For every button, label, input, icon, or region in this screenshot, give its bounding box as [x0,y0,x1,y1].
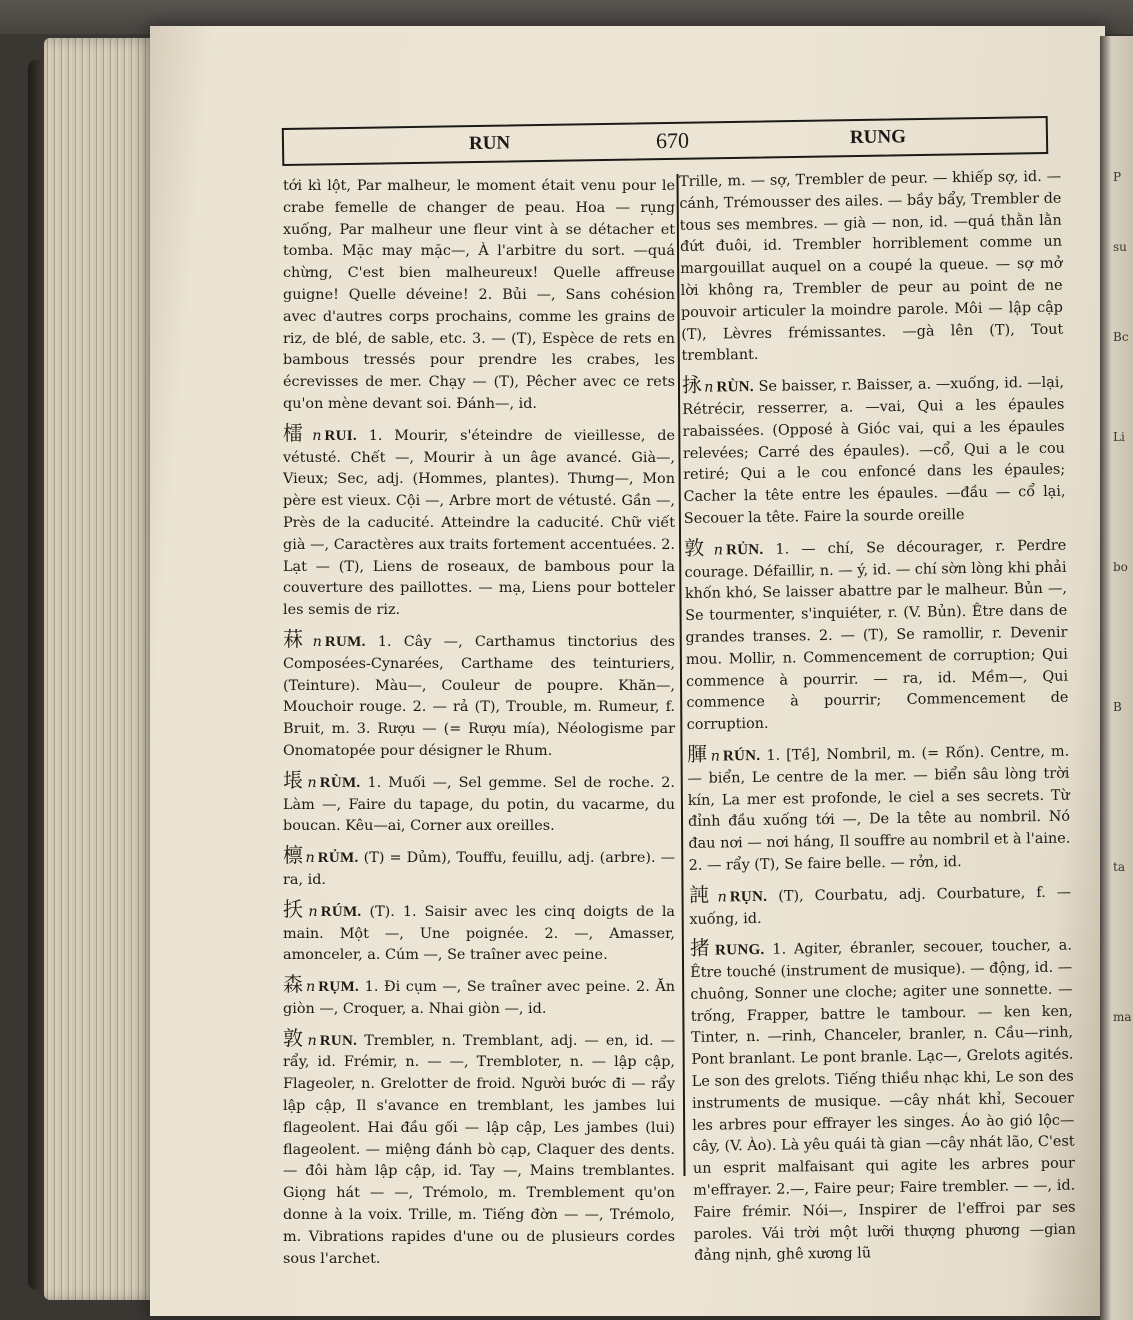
noun-marker: n [307,774,317,791]
page-number: 670 [655,127,690,154]
definition-text: 1. Muối —, Sel gemme. Sel de roche. 2. Làm —, Faire du tapage, du potin, du vacarme, du boucan. Kêu—ai, Corner aux oreilles. [283,774,676,835]
page-stack-edges [44,38,164,1300]
dictionary-entry [682,370,1066,531]
right-column [679,167,1076,1275]
definition-text: 1. Đi cụm —, Se traîner avec peine. 2. Ăn giòn —, Croquer, a. Nhai giòn —, id. [283,979,676,1017]
han-character: 訰 [688,882,716,907]
headword: RUI. [324,427,357,444]
definition-text: 1. Agiter, ébranler, secouer, toucher, a. Être touché (instrument de musique). — động, id. —chuông, Sonner une cloche; agiter une sonnette. —trống, Frapper, battre le tambour. — ken ken, Tinter, n. —rinh, Chanceler, branler, n. Cầu—rinh, Pont branlant. Le pont branle. Lạc—, Grelots agités. Le son des grelots. Tiếng thiều nhạc khi, Le son des instruments de musique. —cây nhát khỉ, Secouer les arbres pour effrayer les singes. Áo ào gió lộc—cây, (V. Ào). Là yêu quái tà gian —cây nhát lão, C'est un esprit malfaisant qui agite les arbres pour m'effrayer. 2.—, Faire peur; Faire trembler. — —, id. Faire frémir. Nói—, Inspirer de l'effroi par ses paroles. Vái trời một lưỡi thượng phương —gian đảng nịnh, ghê xương lũ [690,937,1076,1265]
noun-marker: n [710,748,721,765]
facing-page-fragment: ta [1113,860,1125,874]
han-character: 菻 [283,626,311,651]
han-character: 𢫕 [681,372,703,398]
han-character: 扷 [283,896,307,921]
definition-text: Se baisser, r. Baisser, a. —xuống, id. —lại, Rétrécir, resserrer, a. —vai, Qui a les épaules rabaissées. (Opposé à Gióc vai, qui a les épaules relevées; Carré des épaules). —cổ, Qui a le cou retiré; Qui a le cou enfoncé dans les épaules; Cacher la tête entre les épaules. —đầu — cổ lại, Secouer la tête. Faire la sourde oreille [682,374,1066,527]
headword: RÙN. [716,379,754,396]
definition-text: tới kì lột, Par malheur, le moment était venu pour le crabe femelle de changer de peau. Hoa — rụng xuống, Par malheur une fleur vint à se détacher et tomba. Mặc may mặc—, À l'arbitre du sort. —quá chừng, C'est bien malheureux! Quelle affreuse guigne! Quelle déveine! 2. Bủi —, Sans cohésion avec d'autres corps prochains, comme les grains de riz, de blé, de sable, etc. 3. — (T), Espèce de rets en bambous tressés pour prendre les crabes, les écrevisses de mer. Chạy — (T), Pêcher avec ce rets qu'on mène devant soi. Đánh—, id. [283,178,675,412]
headword: RÙM. [319,774,361,791]
dictionary-entry [690,933,1077,1268]
han-character: 㙊 [283,767,306,792]
headword: RỦN. [725,541,764,559]
definition-text: 1. Mourir, s'éteindre de vieillesse, de vétusté. Chết —, Mourir à un âge avancé. Già—, Vieux; Sec, adj. (Hommes, plantes). Thưng—, Mon père est vieux. Cội —, Arbre mort de vétusté. Gần —, Près de la caducité. Atteindre la caducité. Chữ viết già —, Caractères aux traits fortement accentuées. 2. Lạt — (T), Liens de roseaux, de bambous pour la couverture des paillottes. — mạ, Liens pour botteler les semis de riz. [283,427,675,619]
dictionary-entry [283,767,676,838]
facing-page-fragment: Li [1113,430,1125,444]
dictionary-entry [283,420,675,622]
noun-marker: n [704,379,714,396]
facing-page-fragment: bo [1113,560,1128,574]
headword: RỤN. [729,888,768,906]
header-right-word: RUNG [849,126,907,149]
definition-text: (T) = Dủm), Touffu, feuillu, adj. (arbre). —ra, id. [283,850,676,888]
noun-marker: n [306,979,316,996]
left-column [283,176,675,1277]
han-character: 敦 [283,1025,306,1050]
facing-page-edge [1100,36,1133,1320]
dictionary-entry [684,532,1069,736]
han-character: 腪 [686,741,709,766]
noun-marker: n [713,542,724,559]
facing-page-fragment: ma [1113,1010,1132,1024]
header-left-word: RUN [468,132,511,155]
headword: RUM. [324,633,366,650]
noun-marker: n [307,1032,317,1049]
noun-marker: n [305,850,315,867]
facing-page-fragment: su [1113,240,1127,254]
facing-page-fragment: Bc [1113,330,1129,344]
headword: RUN. [319,1032,358,1049]
noun-marker: n [312,427,322,444]
facing-page-fragment: B [1113,700,1122,714]
headword: RỦM. [317,850,359,867]
han-character: 檩 [283,843,304,868]
dictionary-entry [283,626,675,763]
definition-text: (T), Courbatu, adj. Courbature, f. — xuống, id. [689,884,1072,928]
definition-text: 1. [Tề], Nombril, m. (= Rốn). Centre, m. — biển, Le centre de la mer. — biển sâu lòng trời kín, La mer est profonde, le ciel a ses secrets. Từ đỉnh đầu xuống tới —, De la tête au nombril. Nó đau nơi — nơi háng, Il souffre au nombril et à l'aine. 2. — rẩy (T), Se faire belle. — rởn, id. [687,743,1071,874]
dictionary-entry [283,1025,675,1271]
noun-marker: n [308,903,318,920]
han-character: 檑 [283,420,311,445]
definition-text: 1. — chí, Se décourager, r. Perdre courage. Défaillir, n. — ý, id. — chí sờn lòng khi phải khốn khó, Se laisser abattre par le malheur. Bủn —, Se tourmenter, s'inquiéter, r. (V. Bủn). Être dans de grandes transes. 2. — (T), Se ramollir, r. Devenir mou. Mollir, n. Commencement de corruption; Qui commence à pourrir. — ra, id. Mềm—, Qui commence à pourrir; Commencement de corruption. [684,537,1069,734]
dictionary-entry [283,176,675,416]
dictionary-entry [283,896,675,967]
dictionary-entry [283,974,675,1021]
definition-text: (T). 1. Saisir avec les cinq doigts de la main. Một —, Une poignée. 2. —, Amasser, amonceler, a. Cúm —, Se traîner avec peine. [283,903,675,964]
dictionary-entry [689,879,1072,931]
noun-marker: n [717,889,727,906]
dictionary-entry [679,167,1064,368]
noun-marker: n [312,633,322,650]
headword: RỤM. [318,979,360,996]
headword: RÚN. [722,747,761,765]
han-character: 敦 [684,535,712,560]
headword: RUNG. [715,942,765,959]
han-character: 㨋 [689,935,714,961]
definition-text: Trembler, n. Tremblant, adj. — en, id. — rẩy, id. Frémir, n. — —, Trembloter, n. — lập cập, Flageoler, n. Grelotter de froid. Người bước đi — rẩy lập cập, Il s'avance en tremblant, les jambes lui flageolent. Hai đầu gối — lập cập, Les jambes (lui) flageolent. — miệng đánh bò cạp, Claquer des dents. — đôi hàm lập cập, id. Tay —, Mains tremblantes. Giọng hát — —, Trémolo, m. Tremblement qu'on donne à la voix. Trille, m. Tiếng đờn — —, Trémolo, m. Vibrations rapides d'une ou de plusieurs cordes sous l'archet. [283,1032,675,1267]
dictionary-entry [687,739,1071,878]
definition-text: Trille, m. — sợ, Trembler de peur. — khiếp sợ, id. — cánh, Trémousser des ailes. — bầy bẩy, Trembler de tous ses membres. — già — non, id. —quá thằn lằn đứt đuôi, id. Trembler horriblement comme un margouillat auquel on a coupé la queue. — sợ mở lời không ra, Trembler de peur au point de ne pouvoir articuler la moindre parole. Môi — lập cập (T), Lèvres frémissantes. —gà lên (T), Tout tremblant. [679,168,1064,365]
dictionary-entry [283,845,675,892]
definition-text: 1. Cây —, Carthamus tinctorius des Composées-Cynarées, Carthame des teinturiers, (Teinture). Màu—, Couleur de poupre. Khăn—, Mouchoir rouge. 2. — rả (T), Trouble, m. Rumeur, f. Bruit, m. 3. Rượu — (= Rượu mía), Néologisme par Onomatopée pour désigner le Rhum. [283,633,675,759]
headword: RÚM. [320,903,362,920]
han-character: 森 [283,972,305,997]
facing-page-fragment: P [1113,170,1122,184]
